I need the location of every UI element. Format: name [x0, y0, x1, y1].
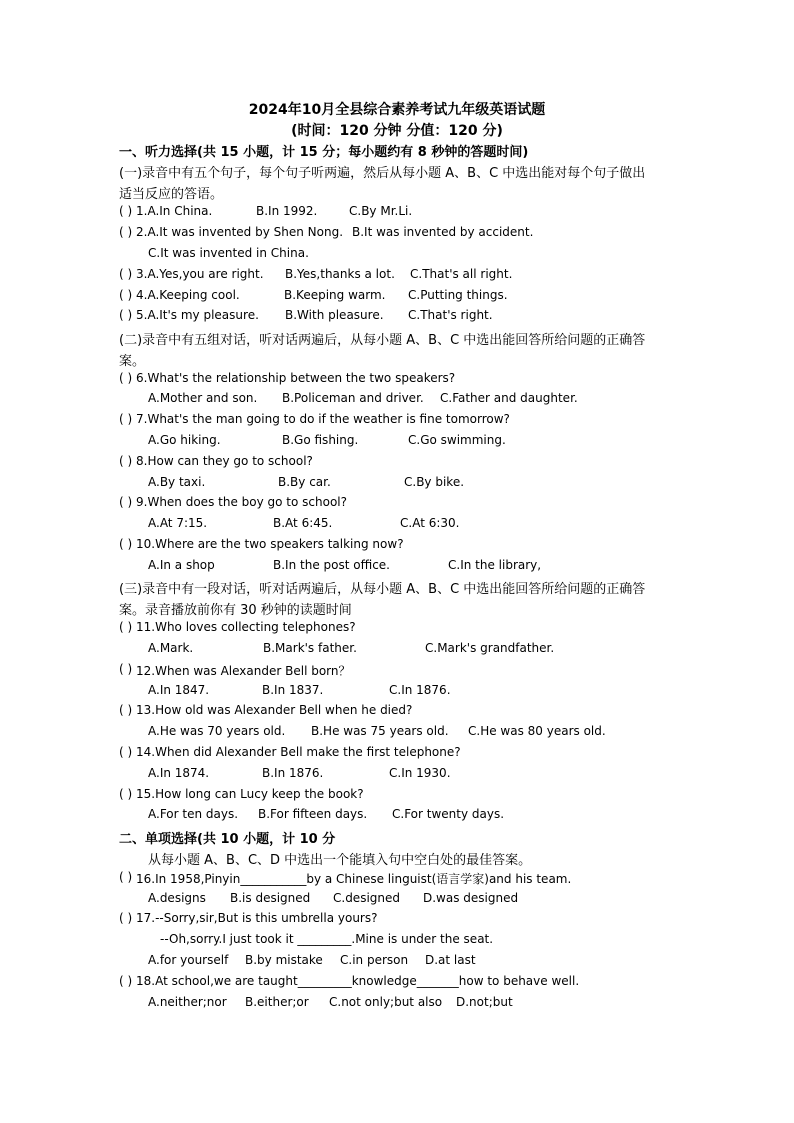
part2-instruction-line2: 案。	[119, 354, 146, 369]
question-12-option-c: C.In 1876.	[389, 683, 451, 697]
option-c: C.That's all right.	[410, 267, 513, 281]
answer-blank[interactable]: ( )	[119, 454, 133, 468]
question-11-option-a: A.Mark.	[148, 641, 194, 655]
question-17-option-a: A.for yourself	[148, 953, 229, 967]
answer-blank[interactable]: ( )	[119, 537, 133, 551]
question-stem: 4.A.Keeping cool.	[136, 288, 240, 302]
question-10-option-c: C.In the library,	[448, 558, 542, 572]
question-17-line2: --Oh,sorry.I just took it _________.Mine is under the seat.	[160, 932, 494, 946]
part1-instruction-line1: (一)录音中有五个句子，每个句子听两遍，然后从每小题 A、B、C 中选出能对每个句子做出	[119, 166, 646, 181]
option-c: C.Putting things.	[408, 288, 508, 302]
question-stem: 7.What's the man going to do if the weather is fine tomorrow?	[136, 412, 510, 426]
question-15-option-c: C.For twenty days.	[392, 807, 505, 821]
answer-blank[interactable]: ( )	[119, 412, 133, 426]
question-stem: 11.Who loves collecting telephones?	[136, 620, 356, 634]
question-stem: 1.A.In China.	[136, 204, 213, 218]
exam-subtitle: (时间：120 分钟 分值：120 分)	[291, 123, 503, 139]
question-16-option-d: D.was designed	[423, 891, 519, 905]
part3-instruction-line2: 案。录音播放前你有 30 秒钟的读题时间	[119, 603, 352, 618]
answer-blank[interactable]: ( )	[119, 308, 133, 322]
question-15-option-a: A.For ten days.	[148, 807, 239, 821]
answer-blank[interactable]: ( )	[119, 703, 133, 717]
question-10-option-a: A.In a shop	[148, 558, 215, 572]
section2-instruction: 从每小题 A、B、C、D 中选出一个能填入句中空白处的最佳答案。	[148, 853, 532, 868]
answer-blank[interactable]: ( )	[119, 495, 133, 509]
question-16-option-a: A.designs	[148, 891, 206, 905]
part3-instruction-line1: (三)录音中有一段对话，听对话两遍后，从每小题 A、B、C 中选出能回答所给问题的正确答	[119, 582, 646, 597]
question-8-option-b: B.By car.	[278, 475, 331, 489]
answer-blank[interactable]: ( )	[119, 288, 133, 302]
part2-instruction-line1: (二)录音中有五组对话，听对话两遍后，从每小题 A、B、C 中选出能回答所给问题的正确答	[119, 333, 646, 348]
question-stem: 8.How can they go to school?	[136, 454, 313, 468]
answer-blank[interactable]: ( )	[119, 787, 133, 801]
option-b: B.Keeping warm.	[284, 288, 386, 302]
option-b: B.With pleasure.	[285, 308, 384, 322]
question-13-option-b: B.He was 75 years old.	[311, 724, 449, 738]
question-stem: 6.What's the relationship between the two speakers?	[136, 371, 456, 385]
question-17-option-c: C.in person	[340, 953, 409, 967]
answer-blank[interactable]: ( )	[119, 974, 133, 988]
question-11-option-b: B.Mark's father.	[263, 641, 357, 655]
answer-blank[interactable]: ( )	[119, 870, 133, 884]
answer-blank[interactable]: ( )	[119, 225, 133, 239]
question-stem: 12.When was Alexander Bell born？	[136, 664, 351, 678]
option-b: B.In 1992.	[256, 204, 318, 218]
question-13-option-c: C.He was 80 years old.	[468, 724, 606, 738]
question-6-option-b: B.Policeman and driver.	[282, 391, 424, 405]
question-7-option-b: B.Go fishing.	[282, 433, 359, 447]
question-18-option-c: C.not only;but also	[329, 995, 443, 1009]
question-8-option-c: C.By bike.	[404, 475, 465, 489]
question-8-option-a: A.By taxi.	[148, 475, 206, 489]
question-6-option-c: C.Father and daughter.	[440, 391, 578, 405]
question-9-option-b: B.At 6:45.	[273, 516, 333, 530]
answer-blank[interactable]: ( )	[119, 371, 133, 385]
question-12-option-b: B.In 1837.	[262, 683, 324, 697]
answer-blank[interactable]: ( )	[119, 267, 133, 281]
question-2-option-c: C.It was invented in China.	[148, 246, 309, 260]
question-12-option-a: A.In 1847.	[148, 683, 210, 697]
option-b: B.Yes,thanks a lot.	[285, 267, 395, 281]
question-stem: 3.A.Yes,you are right.	[136, 267, 264, 281]
question-9-option-c: C.At 6:30.	[400, 516, 460, 530]
answer-blank[interactable]: ( )	[119, 620, 133, 634]
answer-blank[interactable]: ( )	[119, 911, 133, 925]
question-stem: 2.A.It was invented by Shen Nong.	[136, 225, 344, 239]
option-c: C.That's right.	[408, 308, 493, 322]
question-16-option-b: B.is designed	[230, 891, 311, 905]
question-17-option-d: D.at last	[425, 953, 476, 967]
question-10-option-b: B.In the post office.	[273, 558, 390, 572]
question-14-option-a: A.In 1874.	[148, 766, 210, 780]
question-stem: 10.Where are the two speakers talking now?	[136, 537, 404, 551]
question-stem: 13.How old was Alexander Bell when he died?	[136, 703, 413, 717]
answer-blank[interactable]: ( )	[119, 745, 133, 759]
exam-title: 2024年10月全县综合素养考试九年级英语试题	[248, 102, 546, 118]
section2-heading: 二、单项选择(共 10 小题，计 10 分	[119, 832, 336, 847]
section1-heading: 一、听力选择(共 15 小题，计 15 分；每小题约有 8 秒钟的答题时间)	[119, 145, 529, 160]
question-17-option-b: B.by mistake	[245, 953, 323, 967]
answer-blank[interactable]: ( )	[119, 204, 133, 218]
question-16-option-c: C.designed	[333, 891, 401, 905]
question-stem: 9.When does the boy go to school?	[136, 495, 347, 509]
question-13-option-a: A.He was 70 years old.	[148, 724, 286, 738]
question-9-option-a: A.At 7:15.	[148, 516, 208, 530]
question-18-option-b: B.either;or	[245, 995, 309, 1009]
question-18-option-a: A.neither;nor	[148, 995, 227, 1009]
question-stem: 16.In 1958,Pinyin___________by a Chinese linguist(语言学家)and his team.	[136, 872, 572, 886]
option-c: C.By Mr.Li.	[349, 204, 413, 218]
question-11-option-c: C.Mark's grandfather.	[425, 641, 555, 655]
question-stem: 15.How long can Lucy keep the book?	[136, 787, 364, 801]
option-b: B.It was invented by accident.	[352, 225, 534, 239]
question-stem: 18.At school,we are taught_________knowledge_______how to behave well.	[136, 974, 580, 988]
part1-instruction-line2: 适当反应的答语。	[119, 187, 224, 202]
question-stem: 14.When did Alexander Bell make the first telephone?	[136, 745, 461, 759]
question-7-option-c: C.Go swimming.	[408, 433, 506, 447]
question-7-option-a: A.Go hiking.	[148, 433, 221, 447]
question-6-option-a: A.Mother and son.	[148, 391, 258, 405]
question-stem: 5.A.It's my pleasure.	[136, 308, 259, 322]
question-18-option-d: D.not;but	[456, 995, 513, 1009]
question-14-option-c: C.In 1930.	[389, 766, 451, 780]
answer-blank[interactable]: ( )	[119, 662, 133, 676]
question-14-option-b: B.In 1876.	[262, 766, 324, 780]
question-stem: 17.--Sorry,sir,But is this umbrella yours?	[136, 911, 378, 925]
question-15-option-b: B.For fifteen days.	[258, 807, 368, 821]
